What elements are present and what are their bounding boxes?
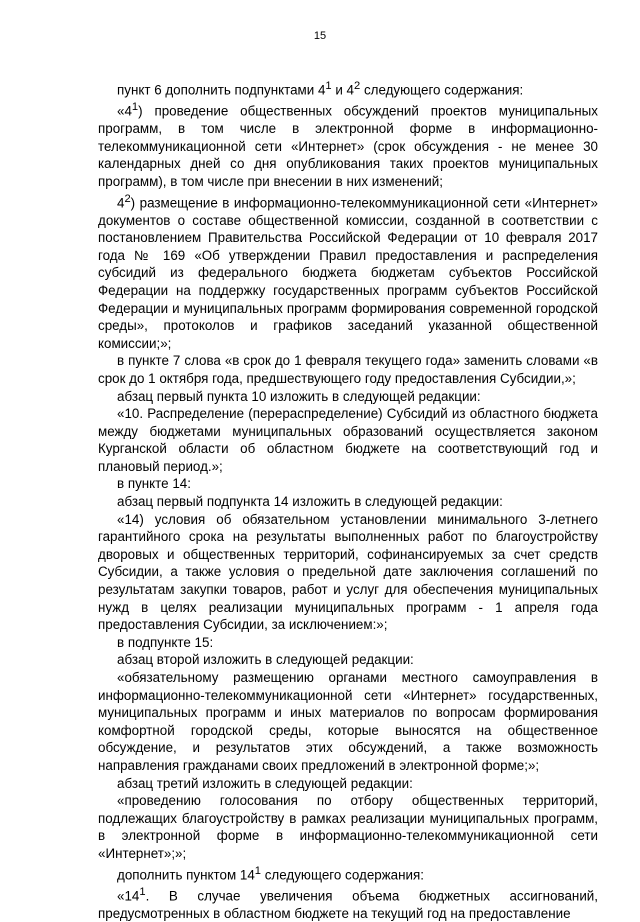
paragraph: дополнить пунктом $14^1$ следующего содержания: (117, 864, 424, 882)
paragraph: абзац первый пункта 10 изложить в следующей редакции: (117, 388, 481, 404)
superscript: 1 (254, 864, 262, 877)
paragraph: в подпункте 15: (117, 634, 214, 650)
paragraph: $4^2$) размещение в информационно-телекоммуникационной сети «Интернет» документов о составе общественной комиссии, созданной в соответствии с постановлением Правительства Российской Федерации от 10 февраля 2017 года № 169 «Об утверждении Правил предоставления и распределения субсидий из федерального бюджета бюджетам субъектов Российской Федерации на поддержку государственных программ субъектов Российской Федерации и муниципальных программ формирования современной городской среды», протоколов и графиков заседаний указанной общественной комиссии;»; (98, 192, 598, 351)
paragraph: «обязательному размещению органами местного самоуправления в информационно-телекоммуникационной сети «Интернет» государственных, муниципальных программ и иных материалов по вопросам формирования комфортной городской среды, которые выносятся на общественное обсуждение, и результатов этих обсуждений, а также возможность направления гражданами своих предложений в электронной форме;»; (98, 670, 598, 773)
document-body (98, 78, 598, 922)
superscript: 1 (325, 80, 332, 92)
superscript: 2 (354, 80, 361, 92)
paragraph: «14) условия об обязательном установлении минимального 3-летнего гарантийного срока на результаты выполненных работ по благоустройству дворовых и общественных территорий, софинансируемых за счет средств Субсидии, а также условия о предельной дате заключения соглашений по результатам закупки товаров, работ и услуг для обеспечения муниципальных нужд в целях реализации муниципальных программ - 1 апреля года предоставления Субсидии, за исключением:»; (98, 511, 598, 633)
paragraph: абзац третий изложить в следующей редакции: (117, 775, 413, 791)
paragraph: абзац второй изложить в следующей редакции: (117, 652, 414, 668)
superscript: 1 (139, 885, 146, 898)
paragraph: «$4^1$) проведение общественных обсуждений проектов муниципальных программ, в том числе в электронной форме в информационно-телекоммуникационной сети «Интернет» (срок обсуждения - не менее 30 календарных дней со дня опубликования таких проектов муниципальных программ), в том числе при внесении в них изменений; (98, 101, 598, 189)
paragraph: в пункте 7 слова «в срок до 1 февраля текущего года» заменить словами «в срок до 1 октября года, предшествующего году предоставления Субсидии,»; (98, 353, 598, 386)
superscript: 2 (124, 192, 131, 205)
paragraph: абзац первый подпункта 14 изложить в следующей редакции: (117, 494, 503, 510)
paragraph: «$14^1$. В случае увеличения объема бюджетных ассигнований, предусмотренных в областном бюджете на текущий год на предоставление (98, 885, 598, 921)
superscript: 1 (131, 101, 139, 114)
page-number: 15 (313, 30, 327, 42)
paragraph: «проведению голосования по отбору общественных территорий, подлежащих благоустройству в рамках реализации муниципальных программ, в электронной форме в информационно-телекоммуникационной сети «Интернет»;»; (98, 793, 598, 861)
paragraph: пункт 6 дополнить подпунктами $4^1$ и $4^2$ следующего содержания: (117, 80, 524, 98)
paragraph: «10. Распределение (перераспределение) Субсидий из областного бюджета между бюджетами муниципальных образований осуществляется законом Курганской области об областном бюджете на соответствующий год и плановый период.»; (98, 406, 598, 474)
paragraph: в пункте 14: (117, 476, 191, 492)
